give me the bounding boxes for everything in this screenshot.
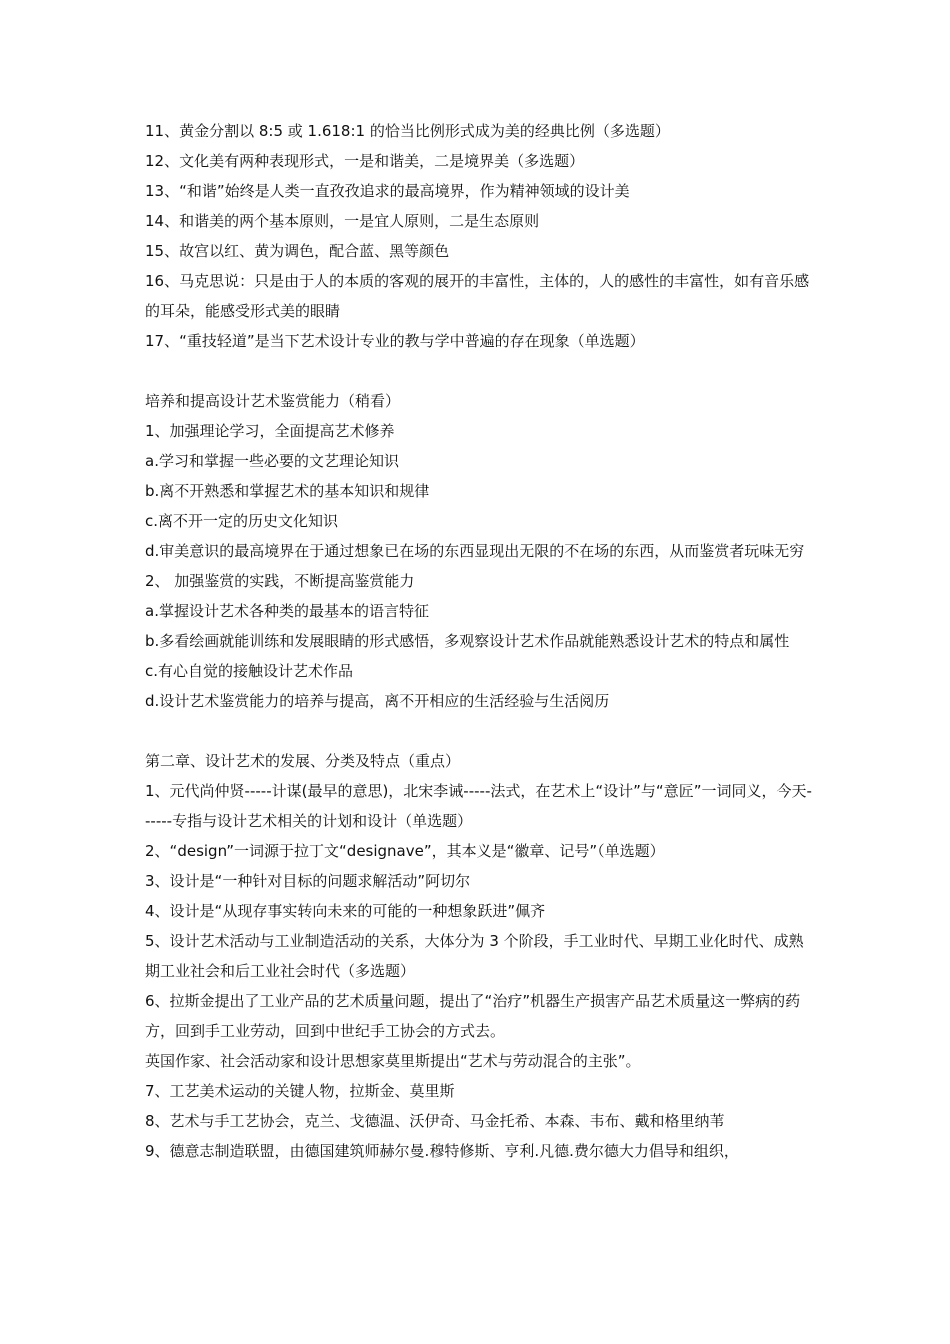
list-item: a.学习和掌握一些必要的文艺理论知识 (145, 452, 399, 470)
list-item: 6、拉斯金提出了工业产品的艺术质量问题，提出了“治疗”机器生产损害产品艺术质量这一弊病的药方，回到手工业劳动，回到中世纪手工协会的方式去。 (145, 992, 801, 1040)
list-item: d.审美意识的最高境界在于通过想象已在场的东西显现出无限的不在场的东西，从而鉴赏者玩味无穷 (145, 542, 805, 560)
list-item-15: 15、故宫以红、黄为调色，配合蓝、黑等颜色 (145, 242, 450, 260)
list-item-13: 13、“和谐”始终是人类一直孜孜追求的最高境界，作为精神领域的设计美 (145, 182, 630, 200)
list-item: d.设计艺术鉴赏能力的培养与提高，离不开相应的生活经验与生活阅历 (145, 692, 610, 710)
list-item: 英国作家、社会活动家和设计思想家莫里斯提出“艺术与劳动混合的主张”。 (145, 1052, 641, 1070)
list-item: 7、工艺美术运动的关键人物，拉斯金、莫里斯 (145, 1082, 455, 1100)
list-item: 3、设计是“一种针对目标的问题求解活动”阿切尔 (145, 872, 471, 890)
list-item: 8、艺术与手工艺协会，克兰、戈德温、沃伊奇、马金托希、本森、韦布、戴和格里纳苇 (145, 1112, 725, 1130)
list-item-16: 16、马克思说：只是由于人的本质的客观的展开的丰富性，主体的，人的感性的丰富性，如有音乐感的耳朵，能感受形式美的眼睛 (145, 272, 810, 320)
section-heading-appreciation: 培养和提高设计艺术鉴赏能力（稍看） (145, 392, 401, 410)
list-item: 2、 加强鉴赏的实践，不断提高鉴赏能力 (145, 572, 415, 590)
list-item: a.掌握设计艺术各种类的最基本的语言特征 (145, 602, 429, 620)
list-item: b.多看绘画就能训练和发展眼睛的形式感悟，多观察设计艺术作品就能熟悉设计艺术的特点和属性 (145, 632, 790, 650)
list-item: 5、设计艺术活动与工业制造活动的关系，大体分为 3 个阶段，手工业时代、早期工业化时代、成熟期工业社会和后工业社会时代（多选题） (145, 932, 804, 980)
section-gap (145, 356, 815, 386)
list-item: c.离不开一定的历史文化知识 (145, 512, 339, 530)
list-item: 9、德意志制造联盟，由德国建筑师赫尔曼.穆特修斯、亨利.凡德.费尔德大力倡导和组织， (145, 1142, 739, 1160)
list-item: 2、“design”一词源于拉丁文“designave”，其本义是“徽章、记号”（单选题） (145, 842, 665, 860)
list-item-12: 12、文化美有两种表现形式，一是和谐美，二是境界美（多选题） (145, 152, 585, 170)
document-body (145, 116, 815, 1166)
list-item: 1、加强理论学习，全面提高艺术修养 (145, 422, 395, 440)
list-item: b.离不开熟悉和掌握艺术的基本知识和规律 (145, 482, 430, 500)
list-item-11: 11、黄金分割以 8:5 或 1.618:1 的恰当比例形式成为美的经典比例（多选题） (145, 122, 670, 140)
list-item: c.有心自觉的接触设计艺术作品 (145, 662, 354, 680)
section-gap (145, 716, 815, 746)
list-item: 4、设计是“从现存事实转向未来的可能的一种想象跃进”佩齐 (145, 902, 546, 920)
list-item-14: 14、和谐美的两个基本原则，一是宜人原则，二是生态原则 (145, 212, 540, 230)
list-item-17: 17、“重技轻道”是当下艺术设计专业的教与学中普遍的存在现象（单选题） (145, 332, 645, 350)
chapter-heading: 第二章、设计艺术的发展、分类及特点（重点） (145, 752, 461, 770)
list-item: 1、元代尚仲贤-----计谋(最早的意思)，北宋李诫-----法式，在艺术上“设计”与“意匠”一词同义，今天------专指与设计艺术相关的计划和设计（单选题） (145, 782, 812, 830)
